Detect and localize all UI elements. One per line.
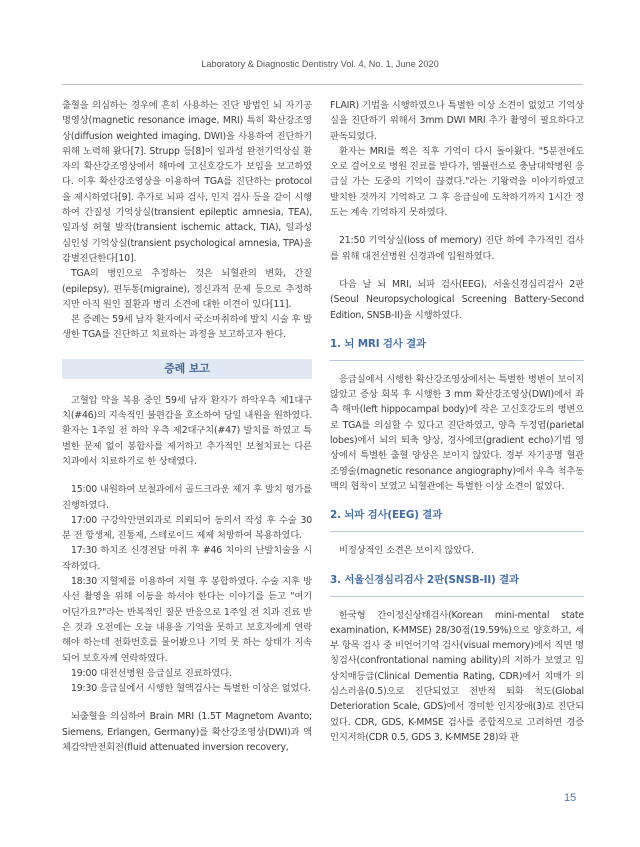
paragraph: 15:00 내원하여 보철과에서 골드크라운 제거 후 발치 평가를 진행하였다. <box>62 484 312 511</box>
subsection-rule <box>330 360 584 361</box>
subsection-heading-snsb: 3. 서울신경심리검사 2판(SNSB-II) 결과 <box>330 573 519 586</box>
page-number: 15 <box>564 792 577 804</box>
paragraph: 환자는 MRI를 찍은 직후 기억이 다시 돌아왔다. "5분전에도 오로 걸어오로 병원 진료를 받다가, 엠뷸런스로 충남대학병원 응급실 가는 도중의 기억이 끊겼다."라는 기왕력을 이야기하였고 발치한 것까지 기억하고 그 후 응급실에 도착하기까지 1시간 정도는 계속 기억하지 못하였다. <box>330 145 584 219</box>
paragraph: 응급실에서 시행한 확산강조영상에서는 특별한 병변이 보이지 않았고 증상 회복 후 시행한 3 mm 확산강조영상(DWI)에서 좌측 해마(left hippocampal body)에 작은 고신호강도의 병변으로 TGA를 의심할 수 있다고 진단하였고, 양측 두정엽(parietal lobes)에서 뇌의 퇴축 양상, 경사에코(gradient echo)기법 영상에서 특별한 출혈 양상은 보이지 않았다. 경부 자기공명 혈관조영술(magnetic resonance angiography)에서 우측 척추동맥의 협착이 보였고 뇌혈관에는 특별한 이상 소견이 없었다. <box>330 373 584 492</box>
paragraph: 한국형 간이정신상태검사(Korean mini-mental state examination, K-MMSE) 28/30점(19.59%)으로 양호하고, 세부 항목 검사 중 비언어기억 검사(visual memory)에서 직면 명칭검사(confrontational naming ability)의 저하가 보였고 임상치매등급(Clinical Dementia Rating, CDR)에서 치매가 의심스러움(0.5)으로 진단되었고 전반적 퇴화 척도(Global Deterioration Scale, GDS)에서 경미한 인지장애(3)로 진단되었다. CDR, GDS, K-MMSE 검사를 종합적으로 고려하면 경증 인지저하(CDR 0.5, GDS 3, K-MMSE 28)와 관 <box>330 609 584 743</box>
paragraph: 18:30 지혈제를 이용하여 지혈 후 봉합하였다. 수술 지후 방사선 촬영을 위해 이동을 하셔야 한다는 이야기를 듣고 "여기 어딘가요?"라는 반복적인 질문 반응으로 1주일 전 치과 진료 받은 것과 오전에는 오늘 내용을 기억을 못하고 보호자에게 연락해야 하는데 전화번호를 물어봤으나 기억 못 하는 상태가 지속되어 보호자께 연락하였다. <box>62 576 312 664</box>
subsection-rule <box>330 596 584 597</box>
subsection-heading-mri: 1. 뇌 MRI 검사 결과 <box>330 337 426 350</box>
paragraph: 21:50 기억상실(loss of memory) 진단 하에 추가적인 검사를 위해 대전선병원 신경과에 입원하였다. <box>330 235 584 262</box>
paragraph: 19:30 응급실에서 시행한 혈액검사는 특별한 이상은 없었다. <box>71 683 311 695</box>
paragraph: 17:30 하치조 신경전달 마취 후 #46 치아의 난발치술을 시작하였다. <box>62 545 312 572</box>
paragraph: 출혈을 의심하는 경우에 흔히 사용하는 진단 방법인 뇌 자기공명영상(magnetic resonance image, MRI) 특히 확산강조영상(diffusion weighted imaging, DWI)을 사용하여 진단하기 위해 노력해 왔다[7]. Strupp 등[8]이 일과성 완전기억상실 환자의 확산강조영상에서 해마에 고신호강도가 보임을 보고하였다. 이후 확산강조영상을 이용하여 TGA를 진단하는 protocol을 제시하였다[9]. 추가로 뇌파 검사, 인지 검사 등을 같이 시행하여 간질성 기억상실(transient epileptic amnesia, TEA), 일과성 허혈 발작(transient ischemic attack, TIA), 일과성 심인성 기억상실(transient psychological amnesia, TPA)을 감별진단한다[10]. <box>62 100 312 264</box>
running-header: Laboratory & Diagnostic Dentistry Vol. 4, No. 1, June 2020 <box>201 59 439 69</box>
paragraph: 다음 날 뇌 MRI, 뇌파 검사(EEG), 서울신경심리검사 2판(Seoul Neuropsychological Screening Battery-Second Edition, SNSB-II)을 시행하였다. <box>330 278 584 321</box>
paragraph: 본 증례는 59세 남자 환자에서 국소마취하에 발치 시술 후 발생한 TGA를 진단하고 치료하는 과정을 보고하고자 한다. <box>62 314 312 341</box>
paragraph: 비정상적인 소견은 보이지 않았다. <box>339 545 474 557</box>
paragraph: 고혈압 약을 복용 중인 59세 남자 환자가 하악우측 제1대구치(#46)의 지속적인 불편감을 호소하여 당일 내원을 원하였다. 환자는 1주일 전 하악 우측 제2대구치(#47) 발치를 하였고 특별한 문제 없이 봉합사를 제거하고 추가적인 보철치료는 다른 치과에서 치료하기로 한 상태였다. <box>62 394 312 467</box>
section-heading: 증례 보고 <box>62 359 312 379</box>
subsection-rule <box>330 531 584 532</box>
subsection-heading-eeg: 2. 뇌파 검사(EEG) 결과 <box>330 509 443 522</box>
paragraph: 19:00 대전선병원 응급실로 진료하였다. <box>71 667 232 679</box>
header-rule <box>62 84 583 85</box>
paragraph: TGA의 병인으로 추정하는 것은 뇌혈관의 변화, 간질(epilepsy), 편두통(migraine), 정신과적 문제 등으로 추정하지만 아직 원인 질환과 병리 소견에 대한 이견이 있다[11]. <box>62 268 312 310</box>
paragraph: 뇌출혈을 의심하여 Brain MRI (1.5T Magnetom Avanto; Siemens, Erlangen, Germany)를 확산강조영상(DWI)과 액체감약반전회전(fluid attenuated inversion recovery, <box>62 711 312 753</box>
left-column <box>62 98 312 755</box>
paragraph: FLAIR) 기법을 시행하였으나 특별한 이상 소견이 없었고 기억상실을 진단하기 위해서 3mm DWI MRI 추가 촬영이 필요하다고 판독되었다. <box>330 100 584 142</box>
right-column <box>330 98 584 745</box>
paragraph: 17:00 구강악안면외과로 의뢰되어 동의서 작성 후 수술 30분 전 항생제, 진통제, 스테로이드 제제 처방하여 복용하였다. <box>62 514 312 542</box>
